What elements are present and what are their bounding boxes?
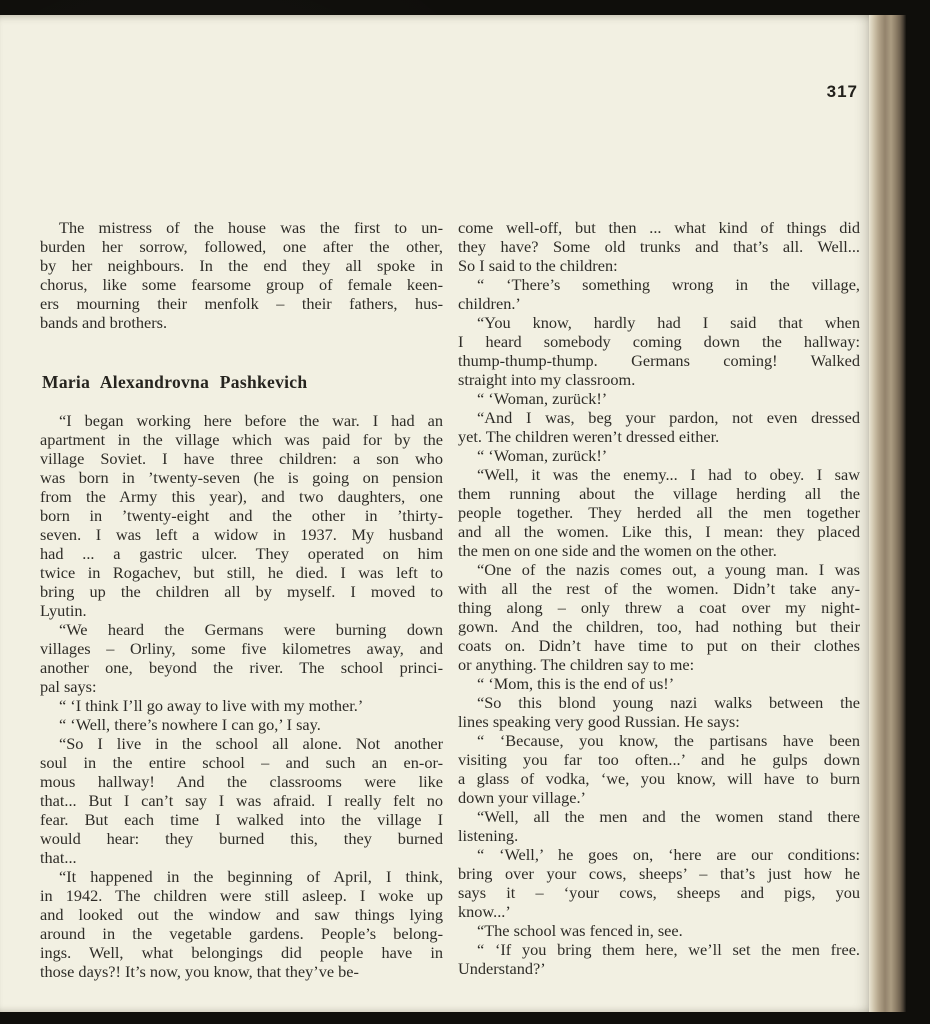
- text-line: Lyutin.: [40, 601, 87, 620]
- text-line: mous hallway! And the classrooms were like: [40, 772, 443, 791]
- paragraph: [458, 845, 860, 921]
- text-line: “One of the nazis comes out, a young man. I was: [477, 560, 860, 579]
- text-line: twice in Rogachev, but still, he died. I was left to: [40, 563, 443, 582]
- text-line: gown. And the children, too, had nothing but their: [458, 617, 860, 636]
- paragraph: [40, 620, 443, 696]
- text-line: chorus, like some fearsome group of female keen-: [40, 275, 443, 294]
- text-line: children.’: [458, 294, 521, 313]
- text-line: a glass of vodka, ‘we, you know, will have to burn: [458, 769, 860, 788]
- text-line: Understand?’: [458, 959, 546, 978]
- text-line: from the Army this year), and two daughters, one: [40, 487, 443, 506]
- text-line: know...’: [458, 902, 511, 921]
- paragraph: [40, 734, 443, 867]
- paragraph: [458, 313, 860, 389]
- text-line: people together. They herded all the men together: [458, 503, 860, 522]
- text-line: had ... a gastric ulcer. They operated on him: [40, 544, 443, 563]
- text-line: straight into my classroom.: [458, 370, 636, 389]
- text-line: “Well, all the men and the women stand there: [477, 807, 860, 826]
- text-column-left: [40, 218, 443, 981]
- paragraph: [458, 807, 860, 845]
- text-line: villages – Orliny, some five kilometres away, and: [40, 639, 443, 658]
- text-line: “ ‘I think I’ll go away to live with my mother.’: [59, 696, 364, 715]
- paragraph: [40, 867, 443, 981]
- text-line: The mistress of the house was the first to un-: [59, 218, 443, 237]
- text-line: bring up the children all by myself. I moved to: [40, 582, 443, 601]
- text-line: come well-off, but then ... what kind of things did: [458, 218, 860, 237]
- book-page-edges: [869, 15, 906, 1012]
- text-line: fear. But each time I walked into the village I: [40, 810, 443, 829]
- text-line: them running about the village herding all the: [458, 484, 860, 503]
- paragraph: [458, 731, 860, 807]
- text-line: or anything. The children say to me:: [458, 655, 695, 674]
- text-line: lines speaking very good Russian. He says:: [458, 712, 740, 731]
- text-line: seven. I was left a widow in 1937. My husband: [40, 525, 443, 544]
- text-line: coats on. Didn’t have time to put on their clothes: [458, 636, 860, 655]
- text-line: they have? Some old trunks and that’s all. Well...: [458, 237, 860, 256]
- text-line: village Soviet. I have three children: a son who: [40, 449, 443, 468]
- text-line: Maria Alexandrovna Pashkevich: [42, 372, 308, 392]
- text-line: “ ‘Woman, zurück!’: [477, 446, 608, 465]
- text-line: bands and brothers.: [40, 313, 168, 332]
- text-line: “ ‘Well,’ he goes on, ‘here are our conditions:: [477, 845, 860, 864]
- paragraph: [458, 693, 860, 731]
- text-line: “So I live in the school all alone. Not another: [59, 734, 443, 753]
- text-line: “ ‘Because, you know, the partisans have been: [477, 731, 860, 750]
- text-line: thing along – only threw a coat over my night-: [458, 598, 860, 617]
- text-line: “We heard the Germans were burning down: [59, 620, 443, 639]
- text-line: around in the vegetable gardens. People’s belong-: [40, 924, 443, 943]
- text-line: those days?! It’s now, you know, that they’ve be-: [40, 962, 359, 981]
- text-line: another one, beyond the river. The school princi-: [40, 658, 443, 677]
- text-line: that...: [40, 848, 77, 867]
- text-line: and all the women. Like this, I mean: they placed: [458, 522, 860, 541]
- text-line: “ ‘If you bring them here, we’ll set the men free.: [477, 940, 860, 959]
- text-line: was born in ’twenty-seven (he is going on pension: [40, 468, 443, 487]
- text-line: and looked out the window and saw things lying: [40, 905, 443, 924]
- text-line: burden her sorrow, followed, one after the other,: [40, 237, 443, 256]
- paragraph: [40, 411, 443, 620]
- paragraph: [458, 218, 860, 275]
- text-line: with all the rest of the women. Didn’t take any-: [458, 579, 860, 598]
- text-line: down your village.’: [458, 788, 586, 807]
- text-line: “It happened in the beginning of April, I think,: [59, 867, 443, 886]
- text-line: soul in the entire school – and such an en-or-: [40, 753, 443, 772]
- paragraph: [458, 275, 860, 313]
- paragraph: [458, 389, 860, 408]
- text-line: So I said to the children:: [458, 256, 618, 275]
- text-line: “ ‘Mom, this is the end of us!’: [477, 674, 675, 693]
- page-number: 317: [826, 82, 858, 101]
- text-column-right: [458, 218, 860, 978]
- paragraph: [458, 921, 860, 940]
- text-line: I heard somebody coming down the hallway:: [458, 332, 860, 351]
- paragraph: [458, 940, 860, 978]
- text-line: listening.: [458, 826, 519, 845]
- text-line: by her neighbours. In the end they all spoke in: [40, 256, 443, 275]
- text-line: that... But I can’t say I was afraid. I really felt no: [40, 791, 443, 810]
- paragraph: [458, 408, 860, 446]
- text-line: bring over your cows, sheeps’ – that’s just how he: [458, 864, 860, 883]
- text-line: “So this blond young nazi walks between the: [477, 693, 860, 712]
- text-line: “ ‘Woman, zurück!’: [477, 389, 608, 408]
- paragraph: [458, 560, 860, 674]
- paragraph: [458, 674, 860, 693]
- text-line: “Well, it was the enemy... I had to obey. I saw: [477, 465, 860, 484]
- paragraph: [40, 218, 443, 332]
- text-line: “The school was fenced in, see.: [477, 921, 683, 940]
- text-line: “And I was, beg your pardon, not even dressed: [477, 408, 860, 427]
- book-page: [0, 15, 869, 1012]
- text-line: says it – ‘your cows, sheeps and pigs, you: [458, 883, 860, 902]
- paragraph: [458, 465, 860, 560]
- paragraph: [40, 696, 443, 715]
- paragraph: [40, 715, 443, 734]
- text-line: ings. Well, what belongings did people have in: [40, 943, 443, 962]
- text-line: ers mourning their menfolk – their fathers, hus-: [40, 294, 443, 313]
- text-line: pal says:: [40, 677, 97, 696]
- paragraph: [458, 446, 860, 465]
- text-line: would hear: they burned this, they burned: [40, 829, 443, 848]
- section-heading: [42, 373, 443, 392]
- text-line: “I began working here before the war. I had an: [59, 411, 443, 430]
- text-line: visiting you far too often...’ and he gulps down: [458, 750, 860, 769]
- text-line: “ ‘There’s something wrong in the village,: [477, 275, 860, 294]
- text-line: apartment in the village which was paid for by the: [40, 430, 443, 449]
- text-line: yet. The children weren’t dressed either.: [458, 427, 720, 446]
- text-line: “ ‘Well, there’s nowhere I can go,’ I say.: [59, 715, 321, 734]
- text-line: thump-thump-thump. Germans coming! Walked: [458, 351, 860, 370]
- text-line: the men on one side and the women on the other.: [458, 541, 777, 560]
- text-line: in 1942. The children were still asleep. I woke up: [40, 886, 443, 905]
- text-line: “You know, hardly had I said that when: [477, 313, 860, 332]
- text-line: born in ’twenty-eight and the other in ’thirty-: [40, 506, 443, 525]
